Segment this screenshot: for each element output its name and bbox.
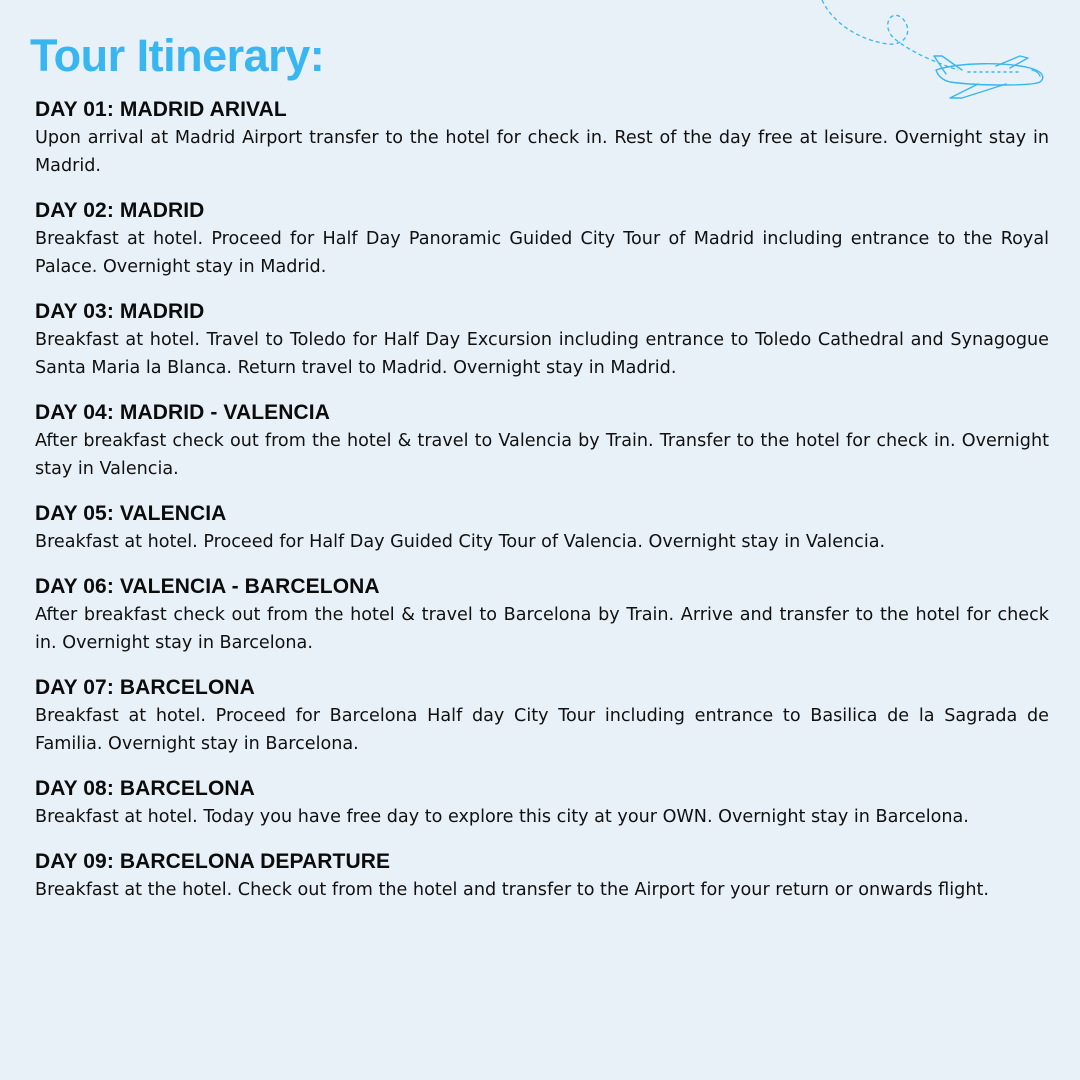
day-description: Breakfast at the hotel. Check out from the hotel and transfer to the Airport for your return or onwards flight.: [35, 880, 989, 900]
day-item: [35, 775, 1049, 831]
day-heading: DAY 03: MADRID: [35, 300, 205, 323]
day-item: [35, 674, 1049, 758]
dashed-flight-path: [822, 0, 958, 70]
day-heading: DAY 01: MADRID ARIVAL: [35, 98, 287, 121]
day-description: After breakfast check out from the hotel & travel to Valencia by Train. Transfer to the hotel for check in. Overnight stay in Valencia.: [35, 431, 1049, 479]
day-heading: DAY 04: MADRID - VALENCIA: [35, 401, 330, 424]
day-item: [35, 96, 1049, 180]
day-item: [35, 197, 1049, 281]
page-title: Tour Itinerary:: [30, 30, 325, 81]
day-heading: DAY 06: VALENCIA - BARCELONA: [35, 575, 380, 598]
itinerary-list: [35, 96, 1049, 921]
day-heading: DAY 09: BARCELONA DEPARTURE: [35, 850, 391, 873]
day-item: [35, 848, 1049, 904]
plane-decoration: [810, 0, 1060, 110]
day-item: [35, 298, 1049, 382]
day-description: Breakfast at hotel. Today you have free day to explore this city at your OWN. Overnight stay in Barcelona.: [35, 807, 969, 827]
day-description: Breakfast at hotel. Proceed for Half Day Guided City Tour of Valencia. Overnight stay in Valencia.: [35, 532, 886, 552]
day-heading: DAY 07: BARCELONA: [35, 676, 255, 699]
day-description: Upon arrival at Madrid Airport transfer to the hotel for check in. Rest of the day free at leisure. Overnight stay in Madrid.: [35, 128, 1049, 176]
day-item: [35, 500, 1049, 556]
day-item: [35, 399, 1049, 483]
airplane-icon: [934, 56, 1043, 98]
day-heading: DAY 02: MADRID: [35, 199, 205, 222]
day-heading: DAY 05: VALENCIA: [35, 502, 227, 525]
day-item: [35, 573, 1049, 657]
day-description: Breakfast at hotel. Proceed for Barcelona Half day City Tour including entrance to Basilica de la Sagrada de Familia. Overnight stay in Barcelona.: [35, 706, 1049, 754]
day-heading: DAY 08: BARCELONA: [35, 777, 255, 800]
day-description: Breakfast at hotel. Proceed for Half Day Panoramic Guided City Tour of Madrid including entrance to the Royal Palace. Overnight stay in Madrid.: [35, 229, 1049, 277]
day-description: After breakfast check out from the hotel & travel to Barcelona by Train. Arrive and transfer to the hotel for check in. Overnight stay in Barcelona.: [35, 605, 1049, 653]
day-description: Breakfast at hotel. Travel to Toledo for Half Day Excursion including entrance to Toledo Cathedral and Synagogue Santa Maria la Blanca. Return travel to Madrid. Overnight stay in Madrid.: [35, 330, 1049, 378]
